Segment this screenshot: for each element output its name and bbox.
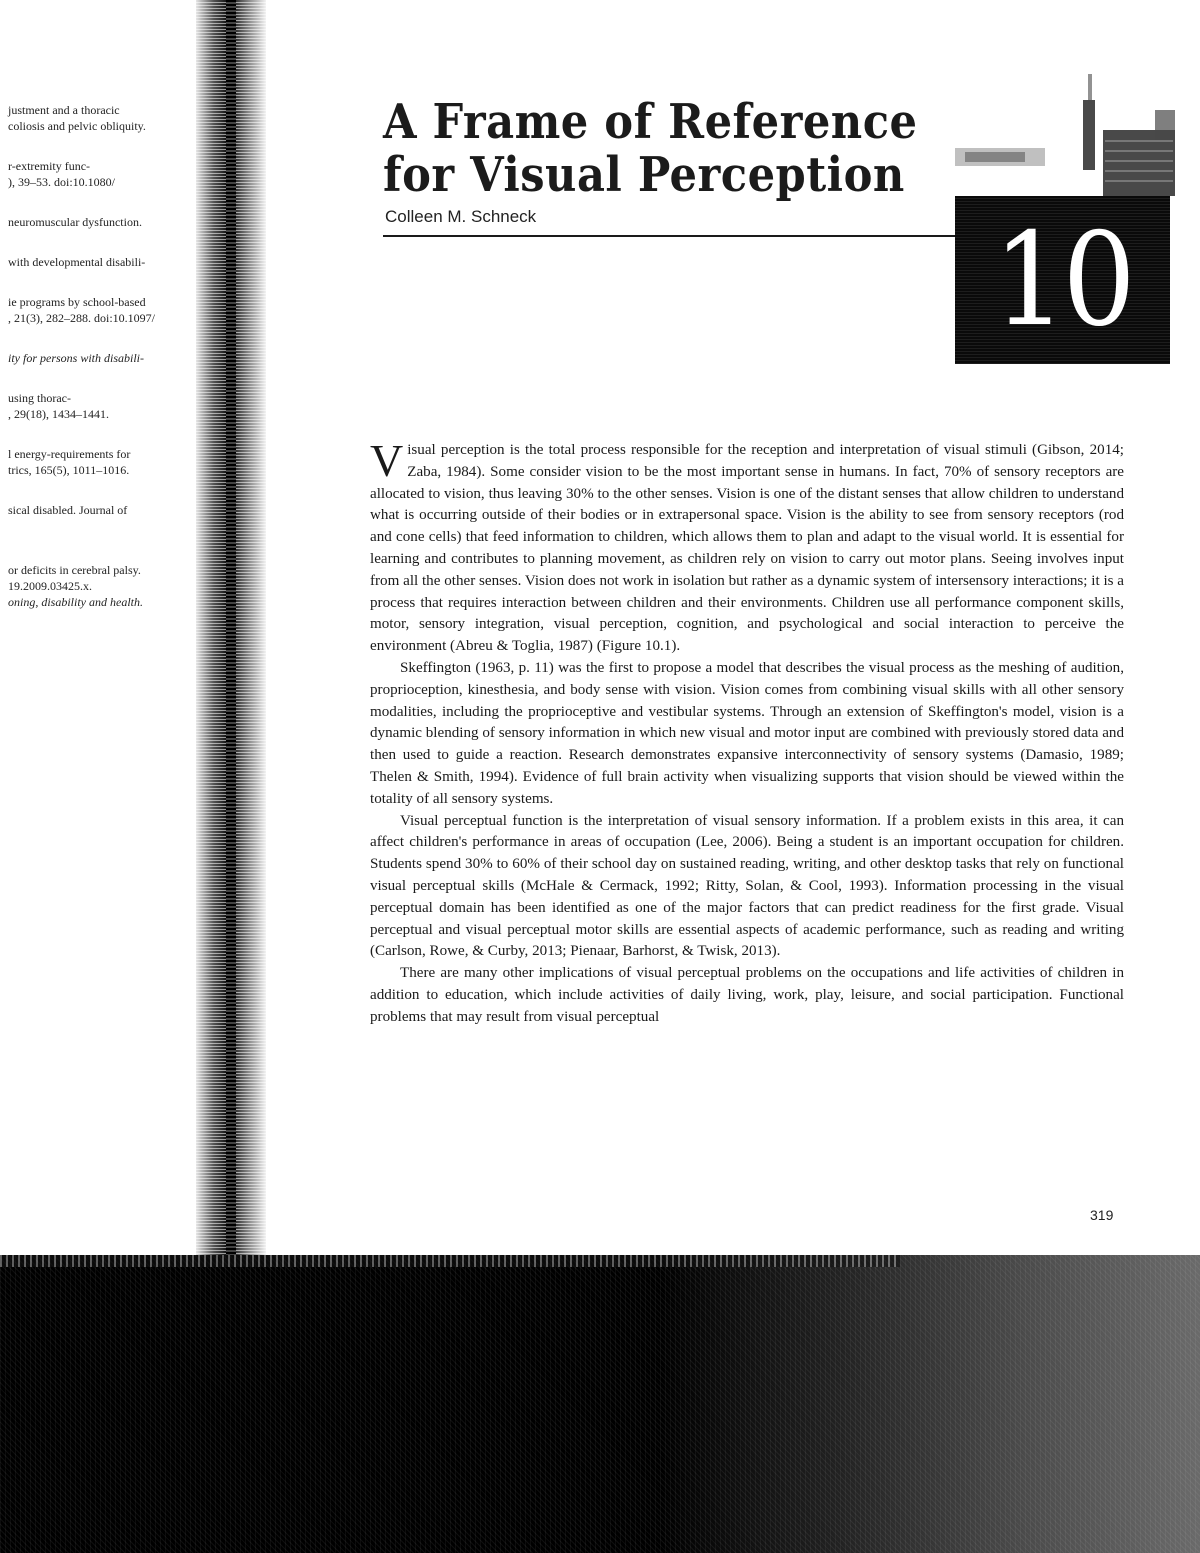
left-page-line: oning, disability and health. xyxy=(8,595,143,609)
scan-edge-flare xyxy=(0,1255,900,1267)
paragraph-1-text: isual perception is the total process responsible for the reception and interpretation of visual stimuli (Gibson, 2014; Zaba, 1984). Some consider vision to be the most important sense in humans. In fact, 70% of sensory receptors are allocated to vision, thus leaving 30% to the other senses. Vision is one of the distant senses that allow children to understand what is occurring outside of their bodies or in extrapersonal space. Vision is the ability to see from sensory receptors (rod and cone cells) that feed information to children, which allows them to plan and adapt to the visual world. It is essential for learning and contributes to planning movement, as children rely on vision to carry out motor plans. Seeing involves input from all the other senses. Vision does not work in isolation but rather as a dynamic system of intersensory interactions; it is a process that requires interaction between children and their environments. Children use all performance component skills, motor, sensory integration, visual perception, cognition, and psychological and social interaction to perceive the environment (Abreu & Toglia, 1987) (Figure 10.1). xyxy=(370,442,1124,655)
left-page-line: r-extremity func- xyxy=(8,159,91,173)
left-page-line: , 29(18), 1434–1441. xyxy=(8,407,109,421)
left-page-line: ), 39–53. doi:10.1080/ xyxy=(8,175,115,189)
left-page-line: ity for persons with disabili- xyxy=(8,351,145,365)
page-number: 319 xyxy=(1090,1207,1114,1223)
chapter-number-block xyxy=(955,196,1170,364)
paragraph-4: There are many other implications of visual perceptual problems on the occupations and life activities of children in addition to education, which include activities of daily living, work, play, leisure, and social participation. Functional problems that may result from visual perceptual xyxy=(370,965,1124,1025)
chapter-body xyxy=(370,435,1124,1029)
chapter-number: 10 xyxy=(993,206,1132,355)
paragraph-1 xyxy=(370,435,1124,658)
left-page-line: 19.2009.03425.x. xyxy=(8,579,92,593)
left-page-line: ie programs by school-based xyxy=(8,295,146,309)
drop-cap: V xyxy=(370,435,404,486)
left-page-line: trics, 165(5), 1011–1016. xyxy=(8,463,130,477)
left-page-fragment xyxy=(0,92,205,652)
chapter-title-line-2: for Visual Perception xyxy=(383,147,905,203)
book-spine xyxy=(226,0,236,1270)
scan-shadow-region xyxy=(0,1255,1200,1553)
paragraph-2: Skeffington (1963, p. 11) was the first to propose a model that describes the visual process as the meshing of audition, proprioception, kinesthesia, and body sense with vision. Vision comes from combining visual skills with all other sensory modalities, including the proprioceptive and vestibular systems. Through an extension of Skeffington's model, vision is a dynamic blending of sensory information in which new visual and motor input are combined with previously stored data and then used to guide a reaction. Research demonstrates expansive interconnectivity of sensory systems (Damasio, 1989; Thelen & Smith, 1994). Evidence of full brain activity when visualizing supports that vision should be viewed within the totality of all sensory systems. xyxy=(370,659,1124,807)
left-page-line: sical disabled. Journal of xyxy=(8,503,128,517)
chapter-title xyxy=(383,96,917,202)
paragraph-3: Visual perceptual function is the interpretation of visual sensory information. If a problem exists in this area, it can affect children's performance in areas of occupation (Lee, 2006). Being a student is an important occupation for children. Students spend 30% to 60% of their school day on sustained reading, writing, and other desktop tasks that rely on functional visual perceptual skills (McHale & Cermack, 1992; Ritty, Solan, & Cool, 1993). Information processing in the visual perceptual domain has been identified as one of the major factors that can predict readiness for the first grade. Visual perceptual and visual perceptual motor skills are essential aspects of academic performance, such as reading and writing (Carlson, Rowe, & Curby, 2013; Pienaar, Barhorst, & Twisk, 2013). xyxy=(370,812,1124,960)
left-page-line: neuromuscular dysfunction. xyxy=(8,215,142,229)
left-page-line: , 21(3), 282–288. doi:10.1097/ xyxy=(8,311,155,325)
left-page-line: using thorac- xyxy=(8,391,71,405)
chapter-title-line-1: A Frame of Reference xyxy=(383,94,918,150)
chapter-author: Colleen M. Schneck xyxy=(385,207,537,226)
scan-noise xyxy=(0,1255,1200,1553)
left-page-line: with developmental disabili- xyxy=(8,255,146,269)
title-rule xyxy=(383,235,958,237)
chapter-artwork xyxy=(955,70,1175,196)
left-page-line: coliosis and pelvic obliquity. xyxy=(8,119,146,133)
left-page-line: justment and a thoracic xyxy=(8,103,120,117)
left-page-line: l energy-requirements for xyxy=(8,447,131,461)
left-page-line: or deficits in cerebral palsy. xyxy=(8,563,141,577)
